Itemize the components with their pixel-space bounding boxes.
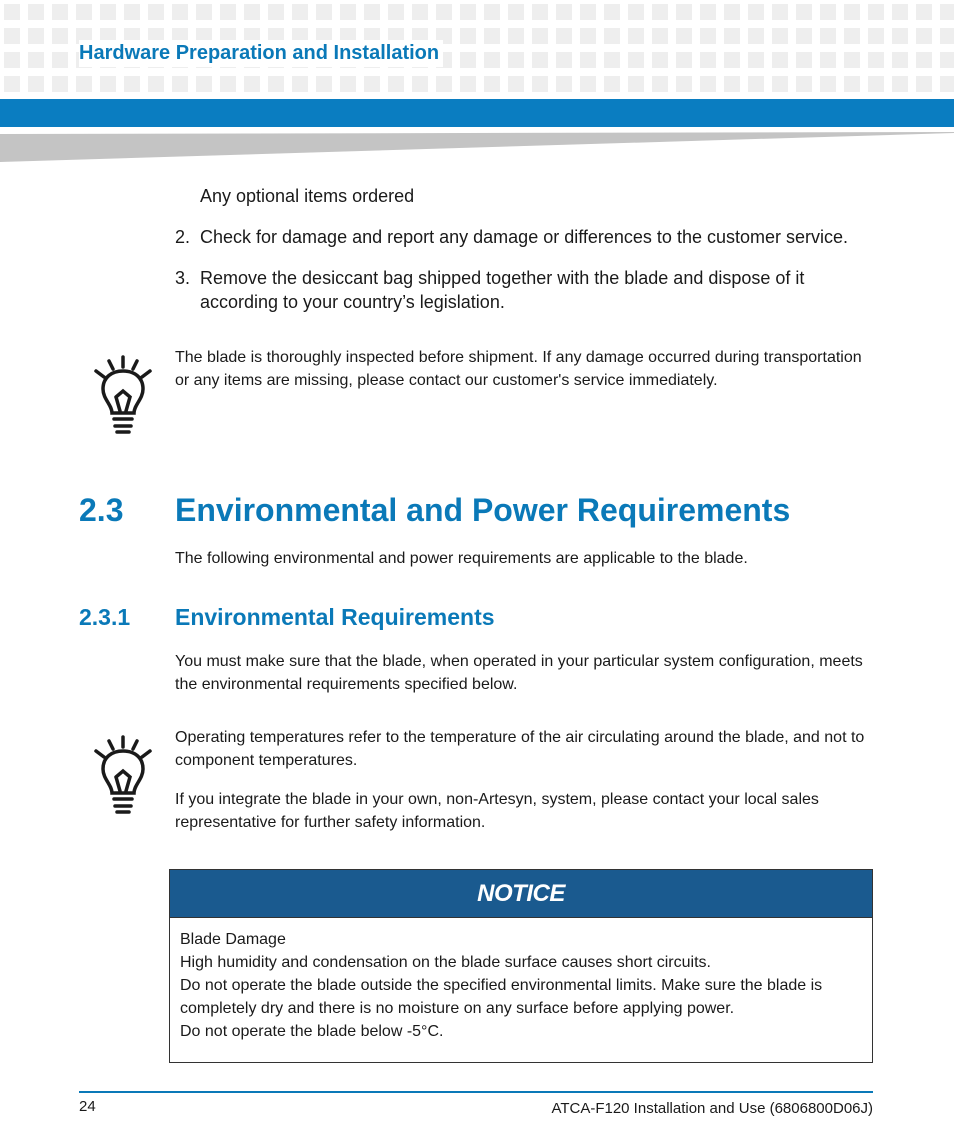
pattern-cell [316,76,332,92]
section-heading [79,492,791,529]
pattern-cell [916,28,932,44]
section-title: Environmental and Power Requirements [175,492,791,528]
pattern-cell [916,4,932,20]
pattern-cell [580,28,596,44]
subsection-intro: You must make sure that the blade, when operated in your particular system configuration, meets the environmental requirements specified below. [175,653,863,693]
pattern-cell [868,28,884,44]
pattern-cell [76,4,92,20]
pattern-cell [628,4,644,20]
running-header: Hardware Preparation and Installation [79,40,443,67]
pattern-cell [796,76,812,92]
pattern-cell [196,76,212,92]
pattern-cell [148,4,164,20]
pattern-cell [772,4,788,20]
pattern-cell [364,4,380,20]
subsection-heading [79,604,495,631]
lightbulb-icon [92,735,154,815]
pattern-cell [508,28,524,44]
pattern-cell [316,4,332,20]
pattern-cell [508,76,524,92]
pattern-cell [172,4,188,20]
pattern-cell [364,76,380,92]
pattern-cell [748,4,764,20]
tip-text: The blade is thoroughly inspected before shipment. If any damage occurred during transportation or any items are missing, please contact our customer's service immediately. [175,349,862,389]
section-intro: The following environmental and power requirements are applicable to the blade. [175,550,748,567]
pattern-cell [820,52,836,68]
pattern-cell [52,4,68,20]
pattern-cell [604,52,620,68]
page-number: 24 [79,1098,96,1115]
pattern-cell [268,4,284,20]
notice-header [170,870,872,918]
step-text: Check for damage and report any damage or differences to the customer service. [200,227,849,247]
pattern-cell [556,28,572,44]
pattern-cell [292,4,308,20]
pattern-cell [700,4,716,20]
pattern-cell [844,4,860,20]
pattern-cell [460,76,476,92]
pattern-cell [916,76,932,92]
pattern-cell [580,76,596,92]
pattern-cell [412,4,428,20]
pattern-cell [484,76,500,92]
pattern-cell [52,52,68,68]
pattern-cell [436,4,452,20]
step-number: 3. [175,268,191,288]
pattern-cell [532,28,548,44]
pattern-cell [724,52,740,68]
pattern-cell [460,28,476,44]
pattern-cell [652,52,668,68]
pattern-cell [52,76,68,92]
pattern-cell [724,28,740,44]
pattern-cell [52,28,68,44]
pattern-cell [124,4,140,20]
lightbulb-icon [92,355,154,435]
pattern-cell [676,52,692,68]
pattern-cell [772,76,788,92]
subsection-title: Environmental Requirements [175,604,495,630]
pattern-cell [820,4,836,20]
pattern-cell [460,4,476,20]
pattern-cell [676,76,692,92]
document-title: ATCA-F120 Installation and Use (6806800D06J) [551,1100,873,1117]
pattern-cell [748,52,764,68]
pattern-cell [76,76,92,92]
pattern-cell [268,76,284,92]
pattern-cell [868,52,884,68]
pattern-cell [4,4,20,20]
pattern-cell [484,52,500,68]
pattern-cell [4,76,20,92]
step-text: Remove the desiccant bag shipped together with the blade and dispose of it according to your country’s legislation. [200,268,805,312]
subsection-number: 2.3.1 [79,604,131,630]
pattern-cell [820,28,836,44]
pattern-cell [844,28,860,44]
pattern-cell [628,52,644,68]
tip-text: Operating temperatures refer to the temperature of the air circulating around the blade, and not to component temperatures. [175,729,865,769]
pattern-cell [844,52,860,68]
pattern-cell [796,4,812,20]
pattern-cell [340,4,356,20]
optional-items-text: Any optional items ordered [200,186,415,206]
step-number: 2. [175,227,191,247]
pattern-cell [892,52,908,68]
pattern-cell [580,52,596,68]
pattern-cell [532,4,548,20]
pattern-cell [796,28,812,44]
pattern-cell [388,4,404,20]
notice-line: Do not operate the blade below -5°C. [180,1023,444,1040]
pattern-cell [796,52,812,68]
tip-text: If you integrate the blade in your own, non-Artesyn, system, please contact your local sales representative for further safety information. [175,791,819,831]
section-number: 2.3 [79,492,124,528]
pattern-cell [652,4,668,20]
pattern-cell [676,4,692,20]
pattern-cell [700,28,716,44]
pattern-cell [148,76,164,92]
notice-heading: NOTICE [477,879,565,907]
pattern-cell [604,28,620,44]
pattern-cell [868,4,884,20]
pattern-cell [940,76,954,92]
pattern-cell [4,52,20,68]
header-band [0,99,954,127]
pattern-cell [220,76,236,92]
pattern-cell [772,52,788,68]
pattern-cell [940,4,954,20]
pattern-cell [700,52,716,68]
pattern-cell [532,52,548,68]
notice-body [170,918,872,1053]
pattern-cell [892,4,908,20]
notice-line: Do not operate the blade outside the specified environmental limits. Make sure the blade is completely dry and there is no moisture on any surface before applying power. [180,977,823,1017]
pattern-cell [772,28,788,44]
pattern-cell [28,52,44,68]
pattern-cell [532,76,548,92]
pattern-cell [724,4,740,20]
pattern-cell [940,52,954,68]
pattern-cell [100,76,116,92]
pattern-cell [916,52,932,68]
pattern-cell [28,28,44,44]
notice-line: High humidity and condensation on the blade surface causes short circuits. [180,954,711,971]
pattern-cell [892,76,908,92]
pattern-cell [172,76,188,92]
pattern-cell [412,76,428,92]
pattern-cell [628,76,644,92]
pattern-cell [724,76,740,92]
pattern-cell [604,4,620,20]
pattern-cell [292,76,308,92]
pattern-cell [340,76,356,92]
pattern-cell [244,4,260,20]
pattern-cell [484,28,500,44]
header-wedge [0,132,954,162]
notice-box [169,869,873,1063]
pattern-cell [652,28,668,44]
pattern-cell [844,76,860,92]
pattern-cell [196,4,212,20]
pattern-cell [508,52,524,68]
pattern-cell [940,28,954,44]
pattern-cell [28,4,44,20]
pattern-cell [556,52,572,68]
pattern-cell [628,28,644,44]
pattern-cell [556,76,572,92]
pattern-cell [4,28,20,44]
pattern-cell [100,4,116,20]
pattern-cell [124,76,140,92]
pattern-cell [652,76,668,92]
pattern-cell [388,76,404,92]
pattern-cell [676,28,692,44]
pattern-cell [700,76,716,92]
pattern-cell [28,76,44,92]
pattern-cell [436,76,452,92]
notice-line: Blade Damage [180,931,286,948]
footer-rule [79,1091,873,1093]
pattern-cell [748,76,764,92]
pattern-cell [484,4,500,20]
pattern-cell [892,28,908,44]
pattern-cell [244,76,260,92]
pattern-cell [220,4,236,20]
pattern-cell [868,76,884,92]
pattern-cell [748,28,764,44]
pattern-cell [604,76,620,92]
pattern-cell [508,4,524,20]
pattern-cell [580,4,596,20]
pattern-cell [556,4,572,20]
pattern-cell [460,52,476,68]
pattern-cell [820,76,836,92]
